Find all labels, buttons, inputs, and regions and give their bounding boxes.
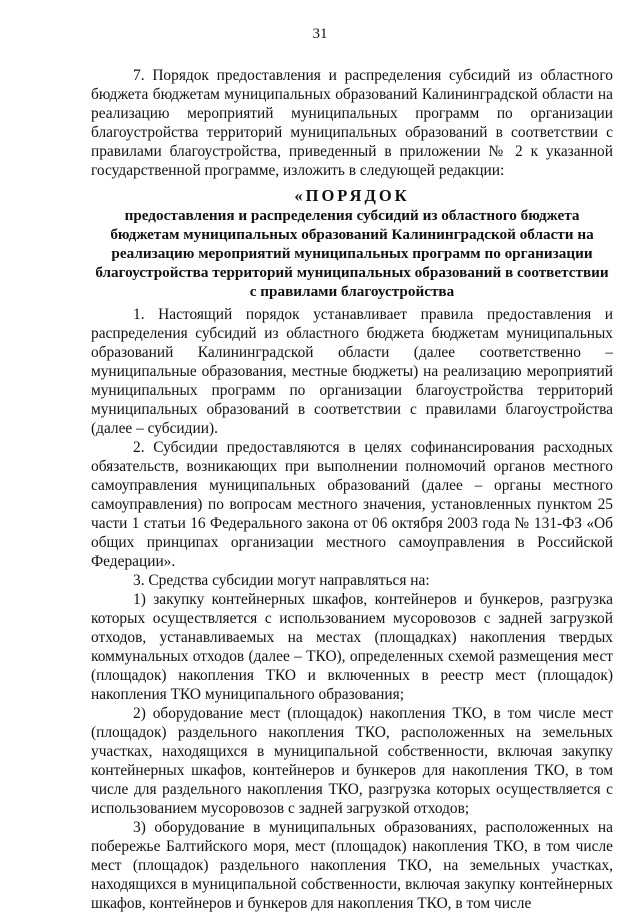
title-main: «ПОРЯДОК [294,186,410,205]
paragraph-2: 2. Субсидии предоставляются в целях софинансирования расходных обязательств, возникающих при выполнении полномочий органов местного самоуправления муниципальных образований (далее – органы местного самоуправления) по вопросам местного значения, установленных пунктом 25 части 1 статьи 16 Федерального закона от 06 октября 2003 года № 131-ФЗ «Об общих принципах организации местного самоуправления в Российской Федерации». [91,439,613,570]
page-number: 31 [312,26,328,42]
document-title [91,186,613,301]
intro-paragraph: 7. Порядок предоставления и распределения субсидий из областного бюджета бюджетам муниципальных образований Калининградской области на реализацию мероприятий муниципальных программ по организации благоустройства территорий муниципальных образований в соответствии с правилами благоустройства, приведенный в приложении № 2 к указанной государственной программе, изложить в следующей редакции: [91,67,613,179]
paragraph-1: 1. Настоящий порядок устанавливает правила предоставления и распределения субсидий из областного бюджета бюджетам муниципальных образований Калининградской области (далее соответственно – муниципальные образования, местные бюджеты) на реализацию мероприятий муниципальных программ по организации благоустройства территорий муниципальных образований в соответствии с правилами благоустройства (далее – субсидии). [91,306,613,437]
paragraph-3: 3. Средства субсидии могут направляться на: [133,572,430,589]
title-subtitle: предоставления и распределения субсидий из областного бюджета бюджетам муниципальных образований Калининградской области на реализацию мероприятий муниципальных программ по организации благоустройства территорий муниципальных образований в соответствии с правилами благоустройства [95,207,609,300]
intro-section [91,66,613,180]
paragraph-3-item-2: 2) оборудование мест (площадок) накопления ТКО, в том числе мест (площадок) раздельного накопления ТКО, расположенных на земельных участках, находящихся в муниципальной собственности, включая закупку контейнерных шкафов, контейнеров и бункеров для накопления ТКО, в том числе для раздельного накопления ТКО, разгрузка которых осуществляется с использованием мусоровозов с задней загрузкой отходов; [91,705,613,817]
paragraph-3-item-3: 3) оборудование в муниципальных образованиях, расположенных на побережье Балтийского моря, мест (площадок) накопления ТКО, в том числе мест (площадок) раздельного накопления ТКО, на земельных участках, находящихся в муниципальной собственности, включая закупку контейнерных шкафов, контейнеров и бункеров для накопления ТКО, в том числе [91,819,613,912]
paragraph-3-item-1: 1) закупку контейнерных шкафов, контейнеров и бункеров, разгрузка которых осуществляется с использованием мусоровозов с задней загрузкой отходов, устанавливаемых на местах (площадках) накопления твердых коммунальных отходов (далее – ТКО), определенных схемой размещения мест (площадок) накопления ТКО и включенных в реестр мест (площадок) накопления ТКО муниципального образования; [91,591,613,703]
body-sections [91,305,613,913]
